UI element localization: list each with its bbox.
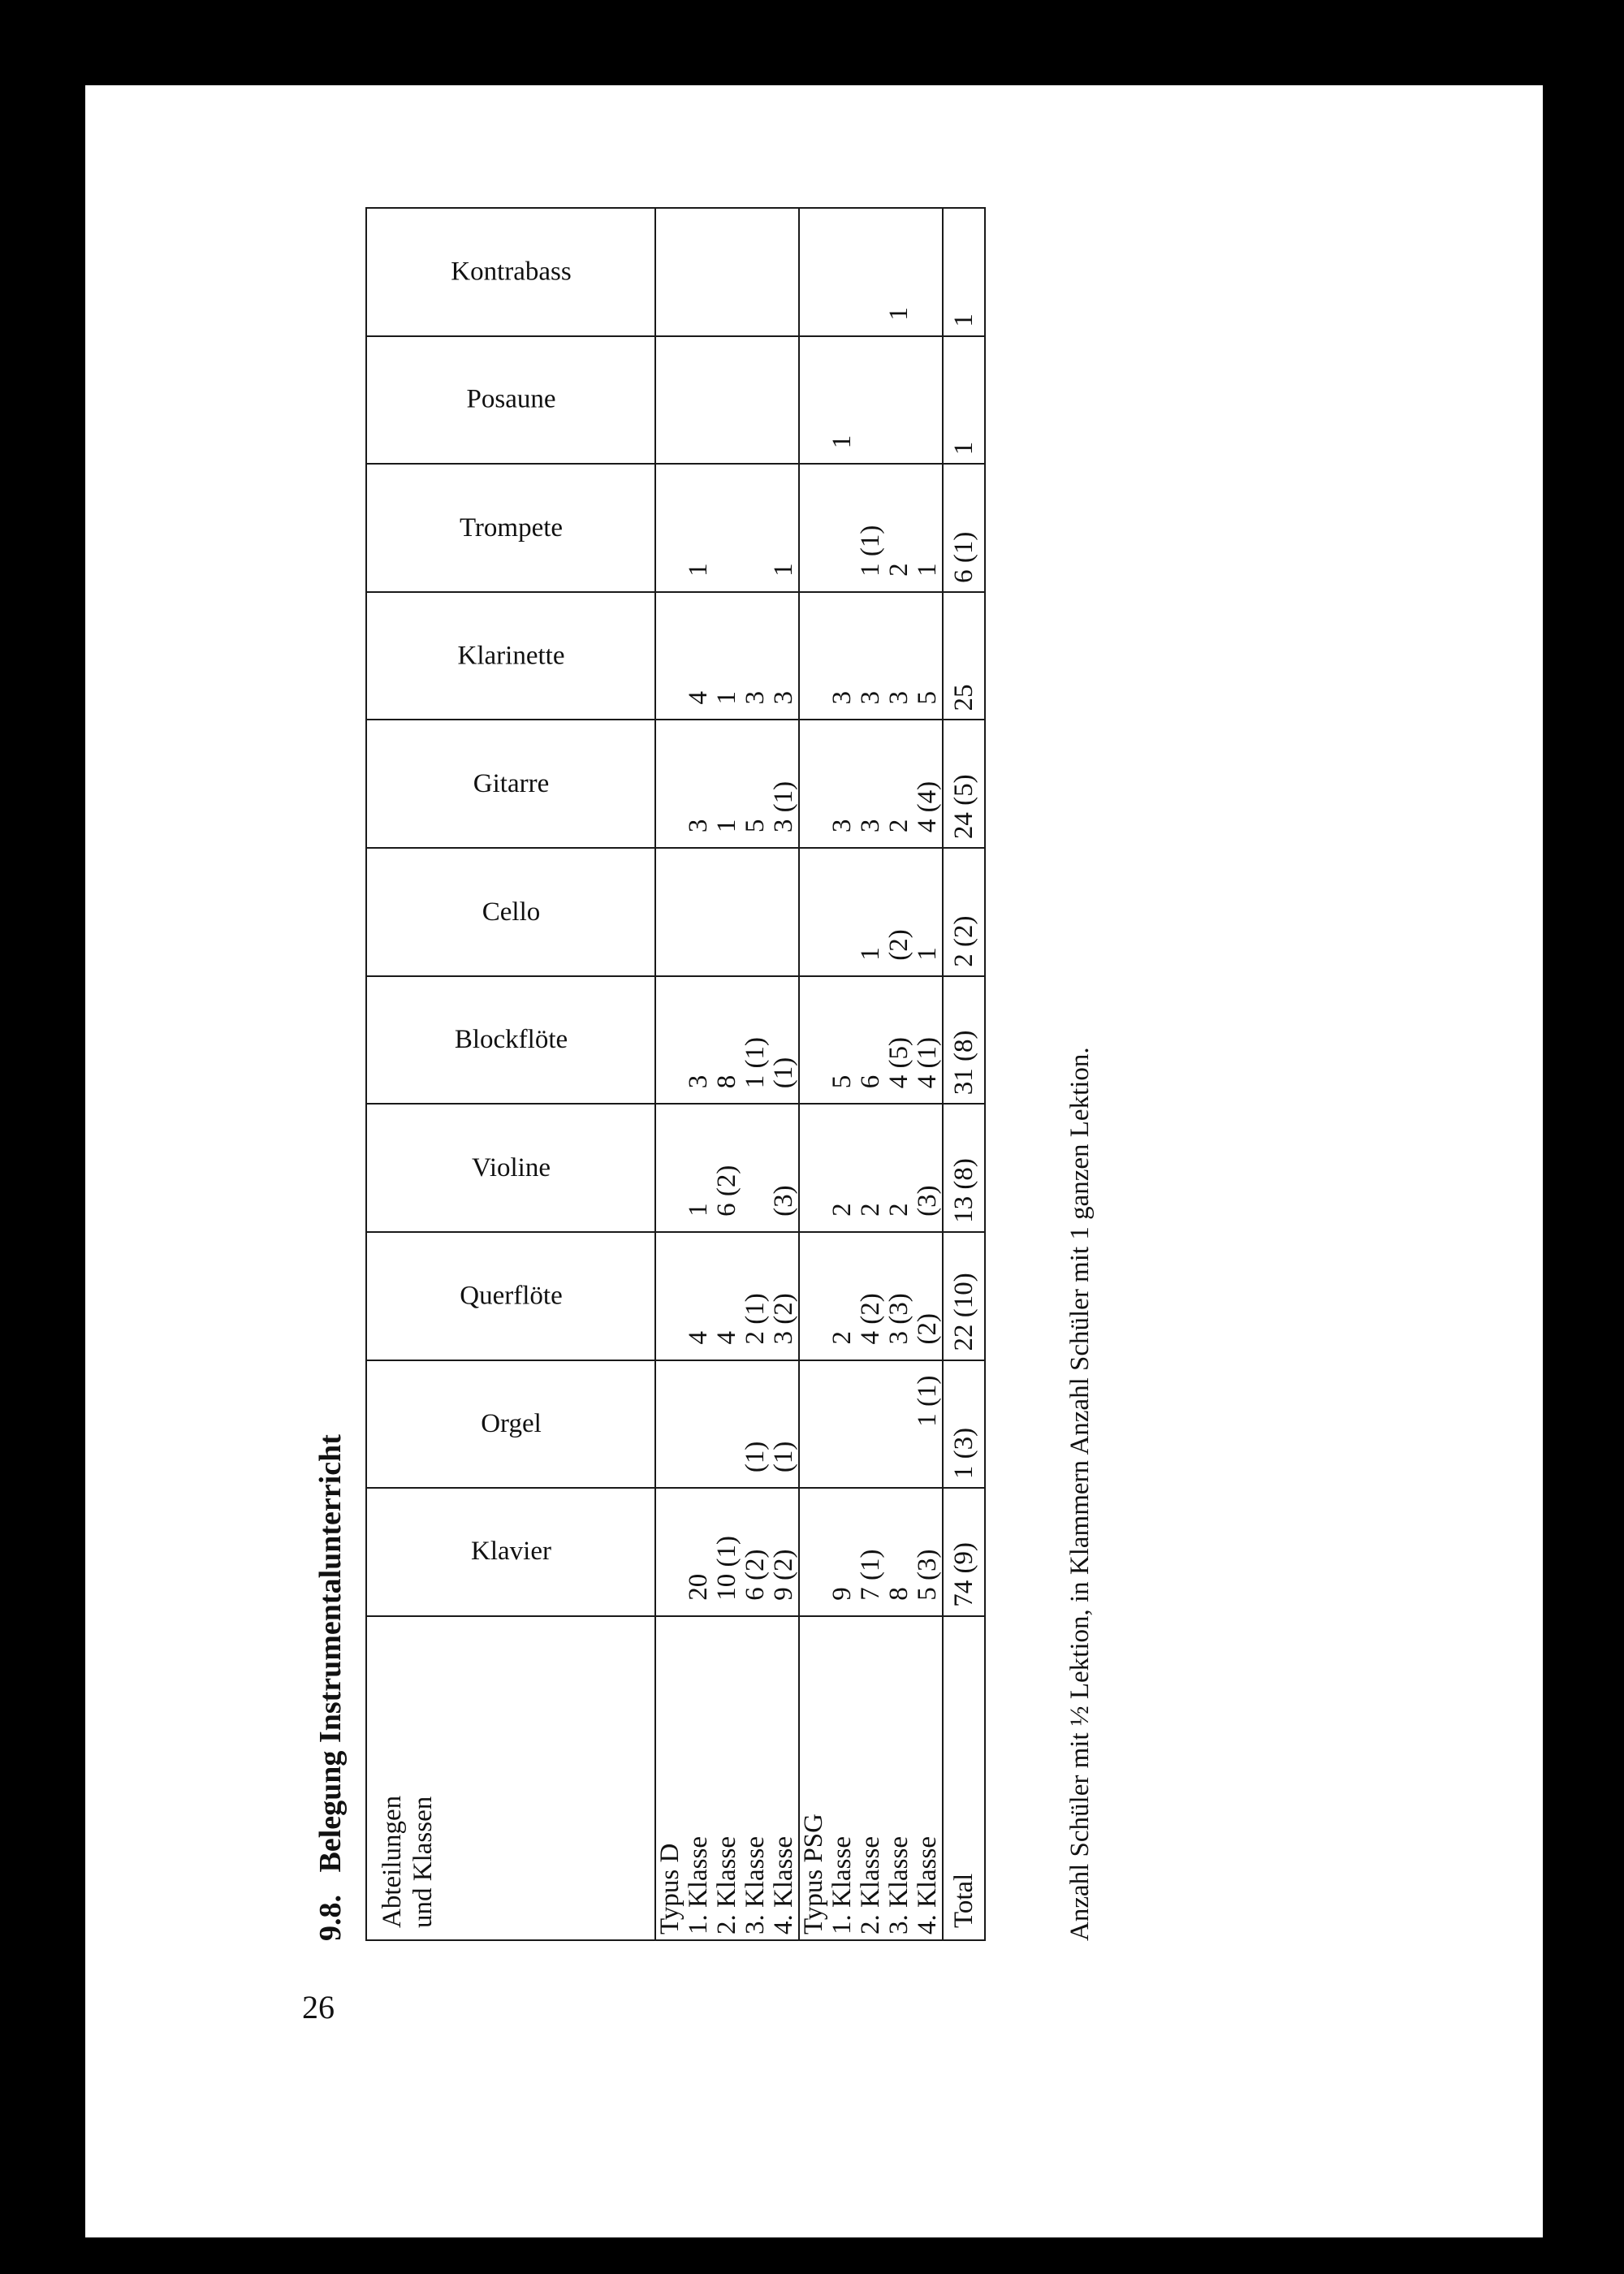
cell-value: (2) — [884, 929, 914, 961]
instrument-label: Orgel — [480, 1408, 542, 1438]
section-number: 9.8. — [313, 1895, 348, 1941]
cell-value: 1 — [712, 819, 741, 833]
cell-value: 5 — [741, 819, 770, 833]
cell-value: 2 — [827, 1203, 857, 1217]
instrument-label: Posaune — [466, 384, 555, 414]
cell-value — [800, 1489, 828, 1615]
cell-value — [656, 593, 685, 720]
header-line: Abteilungen — [378, 1795, 407, 1928]
table-cell — [799, 1232, 943, 1360]
table-cell — [655, 208, 799, 336]
cell-value — [656, 1233, 685, 1360]
cell-value: 2 — [827, 1331, 857, 1345]
cell-value — [685, 1361, 713, 1488]
cell-value — [828, 209, 857, 335]
cell-value: 1 — [856, 947, 885, 961]
instrument-label: Klavier — [470, 1537, 551, 1567]
cell-value: 9 (2) — [769, 1549, 798, 1601]
cell-value: 1 — [827, 434, 857, 449]
cell-value — [713, 1361, 741, 1488]
cell-value: 3 — [856, 690, 885, 705]
group-labels — [799, 1616, 943, 1940]
total-value: 1 — [943, 208, 985, 336]
total-value: 13 (8) — [943, 1104, 985, 1232]
cell-value — [741, 1105, 770, 1231]
cell-value — [656, 720, 685, 847]
table-cell — [655, 1232, 799, 1360]
header-abteilungen — [366, 1616, 655, 1940]
group-row-typus-d — [655, 208, 799, 1940]
group-label: Typus D — [655, 1843, 685, 1935]
total-row — [943, 208, 985, 1940]
cell-value — [800, 1361, 828, 1488]
class-label: 4. Klasse — [769, 1836, 798, 1935]
cell-value: 4 — [684, 690, 713, 705]
total-value: 1 (3) — [943, 1360, 985, 1489]
cell-value — [713, 209, 741, 335]
group-label: Typus PSG — [799, 1814, 828, 1935]
cell-value: 1 — [769, 563, 798, 577]
cell-value — [800, 593, 828, 720]
cell-value: 7 (1) — [856, 1549, 885, 1601]
cell-value: 5 — [913, 690, 942, 705]
group-row-typus-psg — [799, 208, 943, 1940]
cell-value: 4 (2) — [856, 1293, 885, 1345]
cell-value — [713, 849, 741, 975]
cell-value — [885, 337, 914, 464]
cell-value: 1 — [913, 563, 942, 577]
header-instrument — [366, 208, 655, 336]
footnote: Anzahl Schüler mit ½ Lektion, in Klammern Anzahl Schüler mit 1 ganzen Lektion. — [1065, 1047, 1095, 1941]
class-label: 4. Klasse — [913, 1836, 942, 1935]
cell-value: 5 (3) — [913, 1549, 942, 1601]
class-label: 3. Klasse — [741, 1836, 770, 1935]
table-cell — [655, 464, 799, 592]
table-cell — [799, 720, 943, 848]
cell-value: 6 — [856, 1074, 885, 1089]
cell-value — [713, 337, 741, 464]
header-instrument — [366, 1104, 655, 1232]
cell-value — [828, 1361, 857, 1488]
cell-value — [713, 465, 741, 591]
cell-value: 4 (4) — [913, 780, 942, 833]
cell-value — [685, 849, 713, 975]
instrument-label: Gitarre — [473, 768, 549, 798]
cell-value — [770, 337, 798, 464]
total-value: 1 — [943, 336, 985, 465]
header-instrument — [366, 464, 655, 592]
cell-value — [656, 337, 685, 464]
table-cell — [799, 1360, 943, 1489]
cell-value — [885, 1361, 914, 1488]
cell-value — [800, 849, 828, 975]
cell-value — [656, 465, 685, 591]
table-cell — [655, 592, 799, 720]
cell-value — [656, 1489, 685, 1615]
cell-value: 20 — [684, 1573, 713, 1601]
cell-value — [857, 337, 885, 464]
cell-value — [800, 977, 828, 1104]
table-header-row — [366, 208, 655, 1940]
cell-value — [656, 849, 685, 975]
cell-value: 1 (1) — [741, 1037, 770, 1089]
table-cell — [799, 592, 943, 720]
table-cell — [799, 208, 943, 336]
table-cell — [799, 1104, 943, 1232]
cell-value — [656, 1361, 685, 1488]
total-label: Total — [943, 1616, 985, 1940]
instrument-label: Kontrabass — [450, 257, 572, 287]
cell-value — [857, 209, 885, 335]
cell-value: 1 (1) — [913, 1375, 942, 1427]
cell-value: (2) — [913, 1313, 942, 1345]
table-cell — [655, 720, 799, 848]
class-label: 2. Klasse — [712, 1836, 741, 1935]
cell-value — [828, 849, 857, 975]
cell-value — [685, 209, 713, 335]
cell-value: 10 (1) — [712, 1536, 741, 1601]
header-instrument — [366, 1232, 655, 1360]
group-labels — [655, 1616, 799, 1940]
cell-value — [914, 337, 942, 464]
cell-value: 3 — [827, 690, 857, 705]
cell-value: 1 — [684, 563, 713, 577]
table-cell — [655, 336, 799, 465]
cell-value — [800, 720, 828, 847]
cell-value: 6 (2) — [712, 1165, 741, 1217]
header-instrument — [366, 1488, 655, 1616]
header-instrument — [366, 720, 655, 848]
header-instrument — [366, 592, 655, 720]
cell-value — [741, 465, 770, 591]
header-instrument — [366, 336, 655, 465]
header-line: und Klassen — [408, 1796, 438, 1928]
cell-value: 8 — [884, 1587, 914, 1601]
cell-value — [656, 977, 685, 1104]
cell-value: 3 (3) — [884, 1293, 914, 1345]
table-cell — [655, 1488, 799, 1616]
cell-value: (3) — [769, 1185, 798, 1217]
table-cell — [799, 976, 943, 1105]
cell-value: 3 — [769, 690, 798, 705]
total-value: 2 (2) — [943, 848, 985, 976]
cell-value: 4 (1) — [913, 1037, 942, 1089]
total-value: 24 (5) — [943, 720, 985, 848]
cell-value — [741, 849, 770, 975]
cell-value: 3 — [856, 819, 885, 833]
cell-value: 4 — [684, 1331, 713, 1345]
cell-value: 2 — [884, 1203, 914, 1217]
total-value: 74 (9) — [943, 1488, 985, 1616]
cell-value — [800, 1233, 828, 1360]
table-cell — [655, 848, 799, 976]
cell-value: (1) — [741, 1441, 770, 1473]
cell-value: 2 — [884, 563, 914, 577]
cell-value — [685, 337, 713, 464]
table-cell — [799, 1488, 943, 1616]
cell-value — [828, 465, 857, 591]
total-value: 31 (8) — [943, 976, 985, 1105]
section-title — [302, 1434, 359, 1941]
cell-value: (1) — [769, 1057, 798, 1089]
cell-value — [800, 337, 828, 464]
cell-value: 9 — [827, 1587, 857, 1601]
cell-value: 5 — [827, 1074, 857, 1089]
cell-value: 4 (5) — [884, 1037, 914, 1089]
cell-value: 6 (2) — [741, 1549, 770, 1601]
cell-value — [800, 465, 828, 591]
total-value: 25 — [943, 592, 985, 720]
cell-value — [741, 209, 770, 335]
table-cell — [799, 336, 943, 465]
cell-value — [857, 1361, 885, 1488]
class-label: 2. Klasse — [856, 1836, 885, 1935]
instrument-label: Violine — [471, 1152, 551, 1182]
cell-value: 3 — [684, 819, 713, 833]
instrument-label: Querflöte — [459, 1281, 563, 1311]
cell-value: 1 (1) — [856, 525, 885, 577]
header-instrument — [366, 976, 655, 1105]
class-label: 1. Klasse — [827, 1836, 857, 1935]
cell-value: 2 (1) — [741, 1293, 770, 1345]
cell-value — [914, 209, 942, 335]
cell-value: (3) — [913, 1185, 942, 1217]
cell-value: 3 — [741, 690, 770, 705]
cell-value: 2 — [884, 819, 914, 833]
instrument-label: Trompete — [459, 512, 563, 543]
table-cell — [655, 976, 799, 1105]
header-instrument — [366, 1360, 655, 1489]
cell-value — [770, 209, 798, 335]
cell-value: 4 — [712, 1331, 741, 1345]
table-cell — [655, 1104, 799, 1232]
cell-value: (1) — [769, 1441, 798, 1473]
class-label: 3. Klasse — [884, 1836, 914, 1935]
cell-value: 3 — [684, 1074, 713, 1089]
cell-value: 1 — [684, 1203, 713, 1217]
cell-value: 1 — [884, 307, 914, 321]
cell-value: 3 — [884, 690, 914, 705]
cell-value: 2 — [856, 1203, 885, 1217]
cell-value — [770, 849, 798, 975]
header-instrument — [366, 848, 655, 976]
instrument-label: Blockflöte — [454, 1025, 568, 1054]
cell-value: 1 — [913, 947, 942, 961]
cell-value: 3 — [827, 819, 857, 833]
cell-value — [656, 1105, 685, 1231]
page-number: 26 — [302, 1989, 335, 2025]
class-label: 1. Klasse — [684, 1836, 713, 1935]
cell-value: 3 (2) — [769, 1293, 798, 1345]
instrument-label: Cello — [482, 897, 540, 927]
table-cell — [799, 848, 943, 976]
cell-value: 3 (1) — [769, 780, 798, 833]
rotated-content — [302, 203, 1114, 1941]
instrument-label: Klarinette — [457, 641, 564, 671]
total-value: 22 (10) — [943, 1232, 985, 1360]
cell-value — [800, 209, 828, 335]
table-cell — [655, 1360, 799, 1489]
cell-value: 8 — [712, 1074, 741, 1089]
cell-value — [656, 209, 685, 335]
table-cell — [799, 464, 943, 592]
cell-value — [800, 1105, 828, 1231]
total-value: 6 (1) — [943, 464, 985, 592]
cell-value — [741, 337, 770, 464]
section-title-text: Belegung Instrumentalunterricht — [313, 1434, 348, 1873]
instrument-table — [365, 207, 986, 1941]
cell-value: 1 — [712, 690, 741, 705]
